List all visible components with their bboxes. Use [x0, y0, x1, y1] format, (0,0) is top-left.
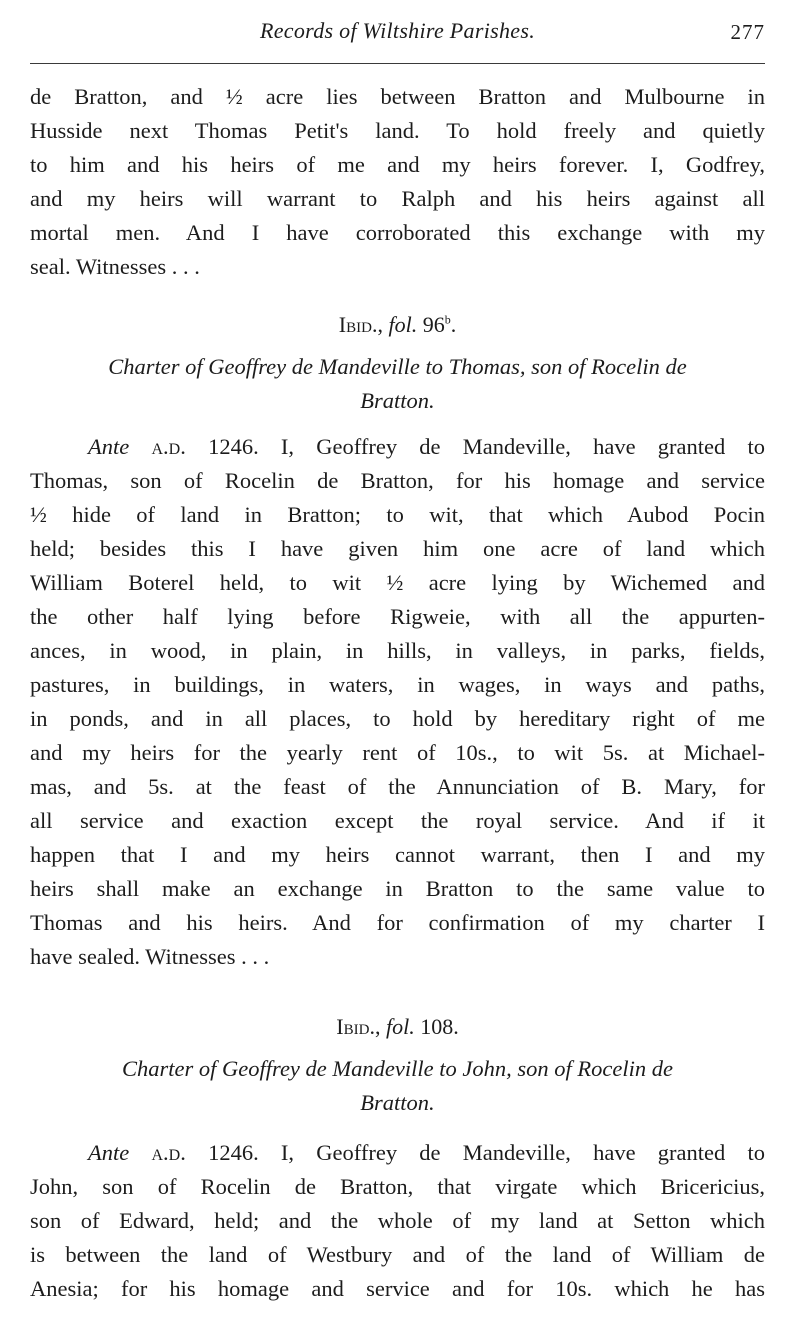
text-line: de Bratton, and ½ acre lies between Bratton and Mulbourne in: [30, 84, 765, 109]
folio-label: fol.: [385, 1014, 415, 1039]
first-line-text: 1246. I, Geoffrey de Mandeville, have granted to: [208, 1140, 765, 1165]
section2-title: Charter of Geoffrey de Mandeville to John, son of Rocelin de: [122, 1056, 673, 1081]
text-line: John, son of Rocelin de Bratton, that virgate which Bricericius,: [30, 1174, 765, 1199]
section2-reference: [30, 1010, 765, 1044]
running-title: Records of Wiltshire Parishes.: [259, 18, 536, 43]
folio-label: fol.: [388, 312, 418, 337]
folio-number: 96: [422, 312, 445, 337]
date-ad: a.d.: [151, 434, 186, 459]
text-line: William Boterel held, to wit ½ acre lying by Wichemed and: [30, 570, 765, 595]
text-line: ½ hide of land in Bratton; to wit, that which Aubod Pocin: [30, 502, 765, 527]
text-line: all service and exaction except the royal service. And if it: [30, 808, 765, 833]
section1-title: Charter of Geoffrey de Mandeville to Thomas, son of Rocelin de: [108, 354, 687, 379]
first-line-text: 1246. I, Geoffrey de Mandeville, have granted to: [208, 434, 765, 459]
text-line: ances, in wood, in plain, in hills, in valleys, in parks, fields,: [30, 638, 765, 663]
text-line: the other half lying before Rigweie, with all the appurten-: [30, 604, 765, 629]
folio-superscript: b: [444, 312, 451, 327]
ibid-label: Ibid.,: [338, 312, 383, 337]
text-line: Thomas and his heirs. And for confirmation of my charter I: [30, 910, 765, 935]
text-line: in ponds, and in all places, to hold by hereditary right of me: [30, 706, 765, 731]
page-number: 277: [730, 20, 765, 44]
text-line: happen that I and my heirs cannot warrant, then I and my: [30, 842, 765, 867]
text-line: seal. Witnesses . . .: [30, 254, 200, 279]
text-line: and my heirs for the yearly rent of 10s., to wit 5s. at Michael-: [30, 740, 765, 765]
section1-first-line: [88, 430, 765, 464]
header-rule: [30, 63, 765, 64]
folio-number: 108.: [420, 1014, 459, 1039]
text-line: mas, and 5s. at the feast of the Annunciation of B. Mary, for: [30, 774, 765, 799]
section1-reference: Ibid., fol. 96$^b$.: [338, 312, 457, 337]
text-line: heirs shall make an exchange in Bratton to the same value to: [30, 876, 765, 901]
text-line: Thomas, son of Rocelin de Bratton, for his homage and service: [30, 468, 765, 493]
ibid-label: Ibid.,: [336, 1014, 381, 1039]
section2-first-line: [88, 1136, 765, 1170]
text-line: is between the land of Westbury and of the land of William de: [30, 1242, 765, 1267]
text-line: have sealed. Witnesses . . .: [30, 944, 270, 969]
text-line: held; besides this I have given him one acre of land which: [30, 536, 765, 561]
date-ante: Ante: [88, 1140, 130, 1165]
text-line: to him and his heirs of me and my heirs forever. I, Godfrey,: [30, 152, 765, 177]
text-line: son of Edward, held; and the whole of my land at Setton which: [30, 1208, 765, 1233]
date-ad: a.d.: [151, 1140, 186, 1165]
date-ante: Ante: [88, 434, 130, 459]
text-line: pastures, in buildings, in waters, in wages, in ways and paths,: [30, 672, 765, 697]
text-line: and my heirs will warrant to Ralph and his heirs against all: [30, 186, 765, 211]
text-line: mortal men. And I have corroborated this exchange with my: [30, 220, 765, 245]
text-line: Anesia; for his homage and service and for 10s. which he has: [30, 1276, 765, 1301]
page-header: [30, 18, 765, 52]
section1-title: Bratton.: [360, 388, 435, 413]
section2-title: Bratton.: [360, 1090, 435, 1115]
text-line: Husside next Thomas Petit's land. To hold freely and quietly: [30, 118, 765, 143]
